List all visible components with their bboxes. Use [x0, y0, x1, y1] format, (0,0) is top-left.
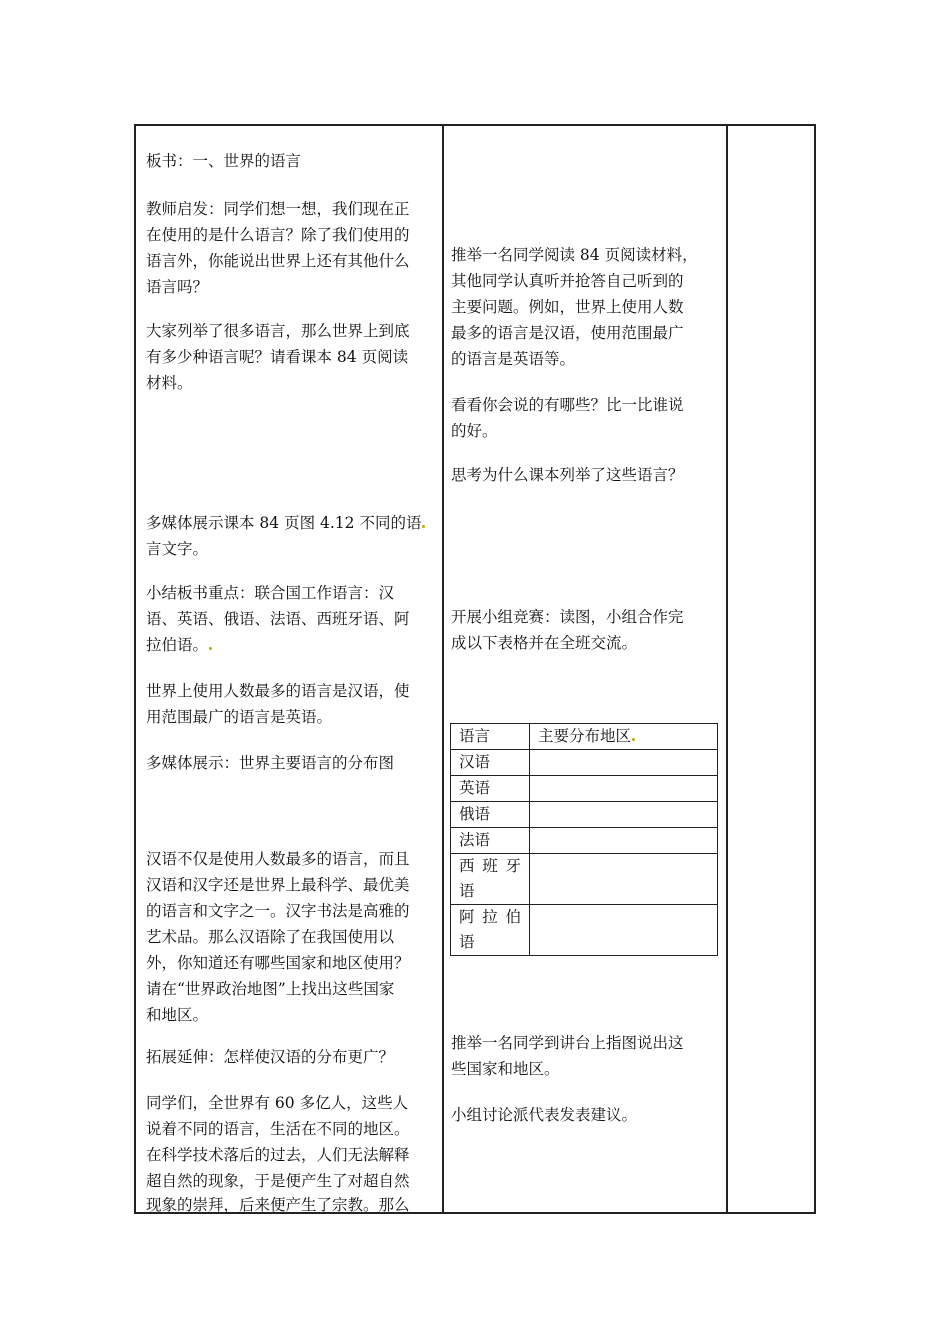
text-line: 和地区。 — [146, 1006, 209, 1024]
language-cell: 西 班 牙 语 — [451, 854, 530, 905]
region-cell[interactable] — [530, 905, 718, 956]
text-line: 在科学技术落后的过去，人们无法解释 — [146, 1146, 410, 1164]
text-line: 开展小组竞赛：读图，小组合作完 — [451, 608, 684, 626]
text-line: 多媒体展示：世界主要语言的分布图 — [146, 754, 395, 772]
text-line: 的语言是英语等。 — [451, 350, 576, 368]
text-line: 同学们，全世界有 60 多亿人，这些人 — [146, 1094, 409, 1112]
text-line: 艺术品。那么汉语除了在我国使用以 — [146, 928, 395, 946]
text-line: 汉语和汉字还是世界上最科学、最优美 — [146, 876, 410, 894]
text-line: 小结板书重点：联合国工作语言：汉 — [146, 584, 395, 602]
language-cell: 俄语 — [451, 802, 530, 828]
text-line: 拉伯语。 — [146, 632, 436, 658]
text-line: 教师启发：同学们想一想，我们现在正 — [146, 200, 410, 218]
text-line: 小组讨论派代表发表建议。 — [451, 1106, 638, 1124]
text-line: 主要问题。例如，世界上使用人数 — [451, 298, 684, 316]
language-distribution-table — [450, 723, 718, 956]
blackboard-heading: 板书：一、世界的语言 — [146, 152, 302, 170]
text-line: 其他同学认真听并抢答自己听到的 — [451, 272, 684, 290]
text-line: 现象的崇拜，后来便产生了宗教。那么 — [146, 1196, 410, 1214]
text-line: 说着不同的语言，生活在不同的地区。 — [146, 1120, 410, 1138]
text-line: 请在“世界政治地图”上找出这些国家 — [146, 980, 395, 998]
text-line: 世界上使用人数最多的语言是汉语，使 — [146, 682, 410, 700]
header-region: 主要分布地区 — [530, 724, 718, 750]
text-line: 推举一名同学阅读 84 页阅读材料， — [451, 246, 698, 264]
text-line: 在使用的是什么语言？除了我们使用的 — [146, 226, 410, 244]
text-line: 言文字。 — [146, 540, 209, 558]
region-cell[interactable] — [530, 750, 718, 776]
language-cell: 英语 — [451, 776, 530, 802]
text-line: 用范围最广的语言是英语。 — [146, 708, 333, 726]
table-row — [451, 905, 718, 956]
text-line: 推举一名同学到讲台上指图说出这 — [451, 1034, 684, 1052]
text-line: 语言吗？ — [146, 278, 209, 296]
text-line: 材料。 — [146, 374, 193, 392]
text-line: 语言外，你能说出世界上还有其他什么 — [146, 252, 410, 270]
language-cell: 汉语 — [451, 750, 530, 776]
text-line: 外，你知道还有哪些国家和地区使用？ — [146, 954, 410, 972]
text-line: 思考为什么课本列举了这些语言？ — [451, 466, 684, 484]
table-row — [451, 802, 718, 828]
table-header-row — [451, 724, 718, 750]
table-row — [451, 828, 718, 854]
region-cell[interactable] — [530, 828, 718, 854]
text-line: 看看你会说的有哪些？比一比谁说 — [451, 396, 684, 414]
language-cell: 阿 拉 伯 语 — [451, 905, 530, 956]
text-line: 大家列举了很多语言，那么世界上到底 — [146, 322, 410, 340]
column-divider-2 — [726, 126, 728, 1212]
region-cell[interactable] — [530, 802, 718, 828]
text-line: 拓展延伸：怎样使汉语的分布更广？ — [146, 1048, 395, 1066]
table-row — [451, 750, 718, 776]
text-line: 语、英语、俄语、法语、西班牙语、阿 — [146, 610, 410, 628]
text-line: 最多的语言是汉语，使用范围最广 — [451, 324, 684, 342]
text-line: 汉语不仅是使用人数最多的语言，而且 — [146, 850, 410, 868]
text-line: 多媒体展示课本 84 页图 4.12 不同的语 — [146, 510, 436, 536]
header-language: 语言 — [451, 724, 530, 750]
text-line: 有多少种语言呢？请看课本 84 页阅读 — [146, 348, 409, 366]
text-line: 成以下表格并在全班交流。 — [451, 634, 638, 652]
text-line: 些国家和地区。 — [451, 1060, 560, 1078]
region-cell[interactable] — [530, 854, 718, 905]
text-line: 的语言和文字之一。汉字书法是高雅的 — [146, 902, 410, 920]
language-cell: 法语 — [451, 828, 530, 854]
table-row — [451, 776, 718, 802]
column-divider-1 — [442, 126, 444, 1212]
table-row — [451, 854, 718, 905]
region-cell[interactable] — [530, 776, 718, 802]
text-line: 的好。 — [451, 422, 498, 440]
text-line: 超自然的现象，于是便产生了对超自然 — [146, 1172, 410, 1190]
